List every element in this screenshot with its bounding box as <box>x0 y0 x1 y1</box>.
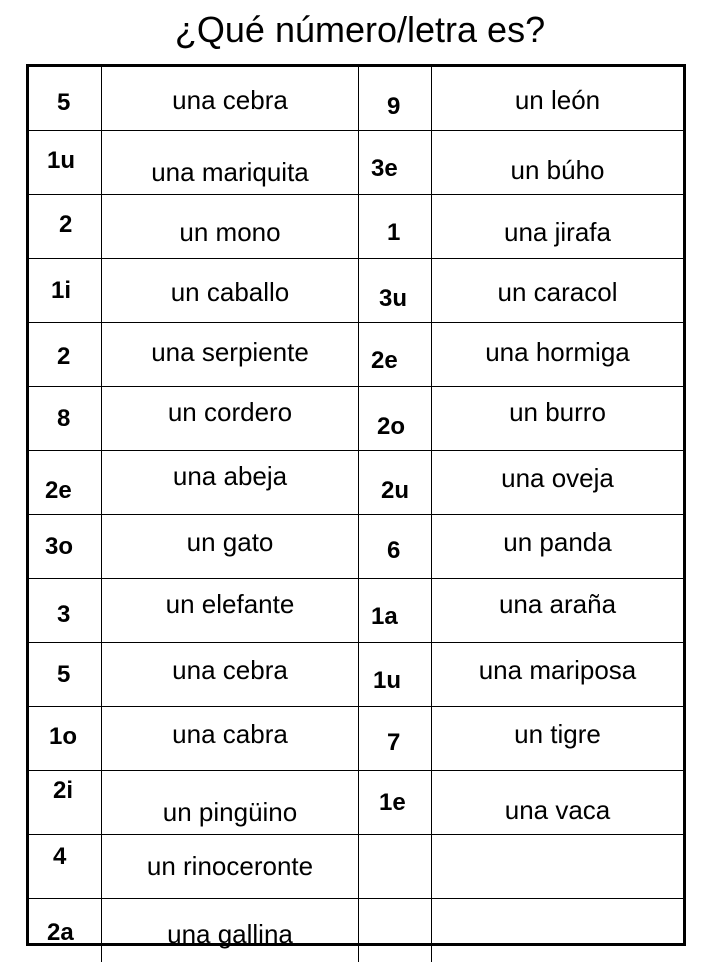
left-code-cell <box>29 707 102 771</box>
left-code-cell <box>29 899 102 962</box>
right-name-cell <box>432 707 684 771</box>
number-letter-code: 1u <box>373 669 401 693</box>
right-name-cell <box>432 643 684 707</box>
left-name-cell <box>102 835 359 899</box>
right-code-cell <box>359 579 432 643</box>
animal-name: un cordero <box>102 399 358 425</box>
left-code-cell <box>29 451 102 515</box>
right-code-cell <box>359 323 432 387</box>
animal-grid <box>29 67 683 962</box>
animal-name: una mariposa <box>432 657 683 683</box>
left-code-cell <box>29 131 102 195</box>
left-name-cell <box>102 515 359 579</box>
number-letter-code: 1e <box>379 791 406 815</box>
right-code-cell <box>359 771 432 835</box>
animal-name: un pingüino <box>102 799 358 825</box>
animal-name: un caracol <box>432 279 683 305</box>
left-code-cell <box>29 643 102 707</box>
animal-name: un panda <box>432 529 683 555</box>
left-name-cell <box>102 131 359 195</box>
table-row <box>29 387 683 451</box>
page-title: ¿Qué número/letra es? <box>0 8 720 52</box>
table-row <box>29 515 683 579</box>
left-name-cell <box>102 387 359 451</box>
table-row <box>29 771 683 835</box>
number-letter-code: 2 <box>59 213 72 237</box>
animal-name: una vaca <box>432 797 683 823</box>
animal-name: una cebra <box>102 87 358 113</box>
left-name-cell <box>102 67 359 131</box>
right-code-cell <box>359 643 432 707</box>
number-letter-code: 1o <box>49 725 77 749</box>
left-name-cell <box>102 899 359 962</box>
number-letter-code: 3e <box>371 157 398 181</box>
number-letter-code: 7 <box>387 731 400 755</box>
animal-name: una abeja <box>102 463 358 489</box>
number-letter-code: 2e <box>371 349 398 373</box>
number-letter-code: 5 <box>57 663 70 687</box>
left-name-cell <box>102 323 359 387</box>
table-row <box>29 259 683 323</box>
animal-name: una oveja <box>432 465 683 491</box>
right-name-cell <box>432 259 684 323</box>
right-name-cell <box>432 515 684 579</box>
left-name-cell <box>102 579 359 643</box>
animal-name: un mono <box>102 219 358 245</box>
right-code-cell <box>359 899 432 962</box>
table-row <box>29 835 683 899</box>
left-code-cell <box>29 259 102 323</box>
left-code-cell <box>29 771 102 835</box>
left-code-cell <box>29 323 102 387</box>
animal-name: una jirafa <box>432 219 683 245</box>
number-letter-code: 6 <box>387 539 400 563</box>
animal-name: una araña <box>432 591 683 617</box>
number-letter-code: 2o <box>377 415 405 439</box>
table-row <box>29 579 683 643</box>
number-letter-code: 8 <box>57 407 70 431</box>
left-name-cell <box>102 195 359 259</box>
right-code-cell <box>359 835 432 899</box>
animal-table <box>26 64 686 946</box>
right-name-cell <box>432 131 684 195</box>
left-code-cell <box>29 387 102 451</box>
number-letter-code: 3u <box>379 287 407 311</box>
animal-name: un león <box>432 87 683 113</box>
animal-name: una cebra <box>102 657 358 683</box>
table-row <box>29 643 683 707</box>
animal-name: una cabra <box>102 721 358 747</box>
animal-name: una serpiente <box>102 339 358 365</box>
left-name-cell <box>102 643 359 707</box>
animal-name: un gato <box>102 529 358 555</box>
animal-grid-body <box>29 67 683 962</box>
animal-name: un tigre <box>432 721 683 747</box>
right-name-cell <box>432 579 684 643</box>
number-letter-code: 2 <box>57 345 70 369</box>
right-name-cell <box>432 67 684 131</box>
table-row <box>29 323 683 387</box>
right-code-cell <box>359 67 432 131</box>
right-code-cell <box>359 515 432 579</box>
table-row <box>29 899 683 962</box>
number-letter-code: 1a <box>371 605 398 629</box>
right-code-cell <box>359 195 432 259</box>
left-code-cell <box>29 67 102 131</box>
table-row <box>29 707 683 771</box>
left-code-cell <box>29 579 102 643</box>
number-letter-code: 4 <box>53 845 66 869</box>
right-code-cell <box>359 259 432 323</box>
animal-name: un búho <box>432 157 683 183</box>
number-letter-code: 2e <box>45 479 72 503</box>
right-name-cell <box>432 771 684 835</box>
number-letter-code: 5 <box>57 91 70 115</box>
animal-name: una gallina <box>102 921 358 947</box>
left-name-cell <box>102 707 359 771</box>
table-row <box>29 451 683 515</box>
number-letter-code: 2u <box>381 479 409 503</box>
animal-name: un rinoceronte <box>102 853 358 879</box>
right-code-cell <box>359 131 432 195</box>
animal-name: un elefante <box>102 591 358 617</box>
left-name-cell <box>102 771 359 835</box>
number-letter-code: 3 <box>57 603 70 627</box>
animal-name: un caballo <box>102 279 358 305</box>
left-code-cell <box>29 515 102 579</box>
table-row <box>29 195 683 259</box>
number-letter-code: 2a <box>47 921 74 945</box>
table-row <box>29 131 683 195</box>
right-code-cell <box>359 707 432 771</box>
right-name-cell <box>432 835 684 899</box>
right-name-cell <box>432 323 684 387</box>
number-letter-code: 3o <box>45 535 73 559</box>
left-code-cell <box>29 835 102 899</box>
animal-name: una mariquita <box>102 159 358 185</box>
left-code-cell <box>29 195 102 259</box>
right-name-cell <box>432 387 684 451</box>
right-name-cell <box>432 451 684 515</box>
animal-name: una hormiga <box>432 339 683 365</box>
right-name-cell <box>432 899 684 962</box>
number-letter-code: 1 <box>387 221 400 245</box>
left-name-cell <box>102 259 359 323</box>
table-row <box>29 67 683 131</box>
left-name-cell <box>102 451 359 515</box>
animal-name: un burro <box>432 399 683 425</box>
number-letter-code: 1i <box>51 279 71 303</box>
right-name-cell <box>432 195 684 259</box>
right-code-cell <box>359 387 432 451</box>
right-code-cell <box>359 451 432 515</box>
number-letter-code: 9 <box>387 95 400 119</box>
number-letter-code: 2i <box>53 779 73 803</box>
number-letter-code: 1u <box>47 149 75 173</box>
